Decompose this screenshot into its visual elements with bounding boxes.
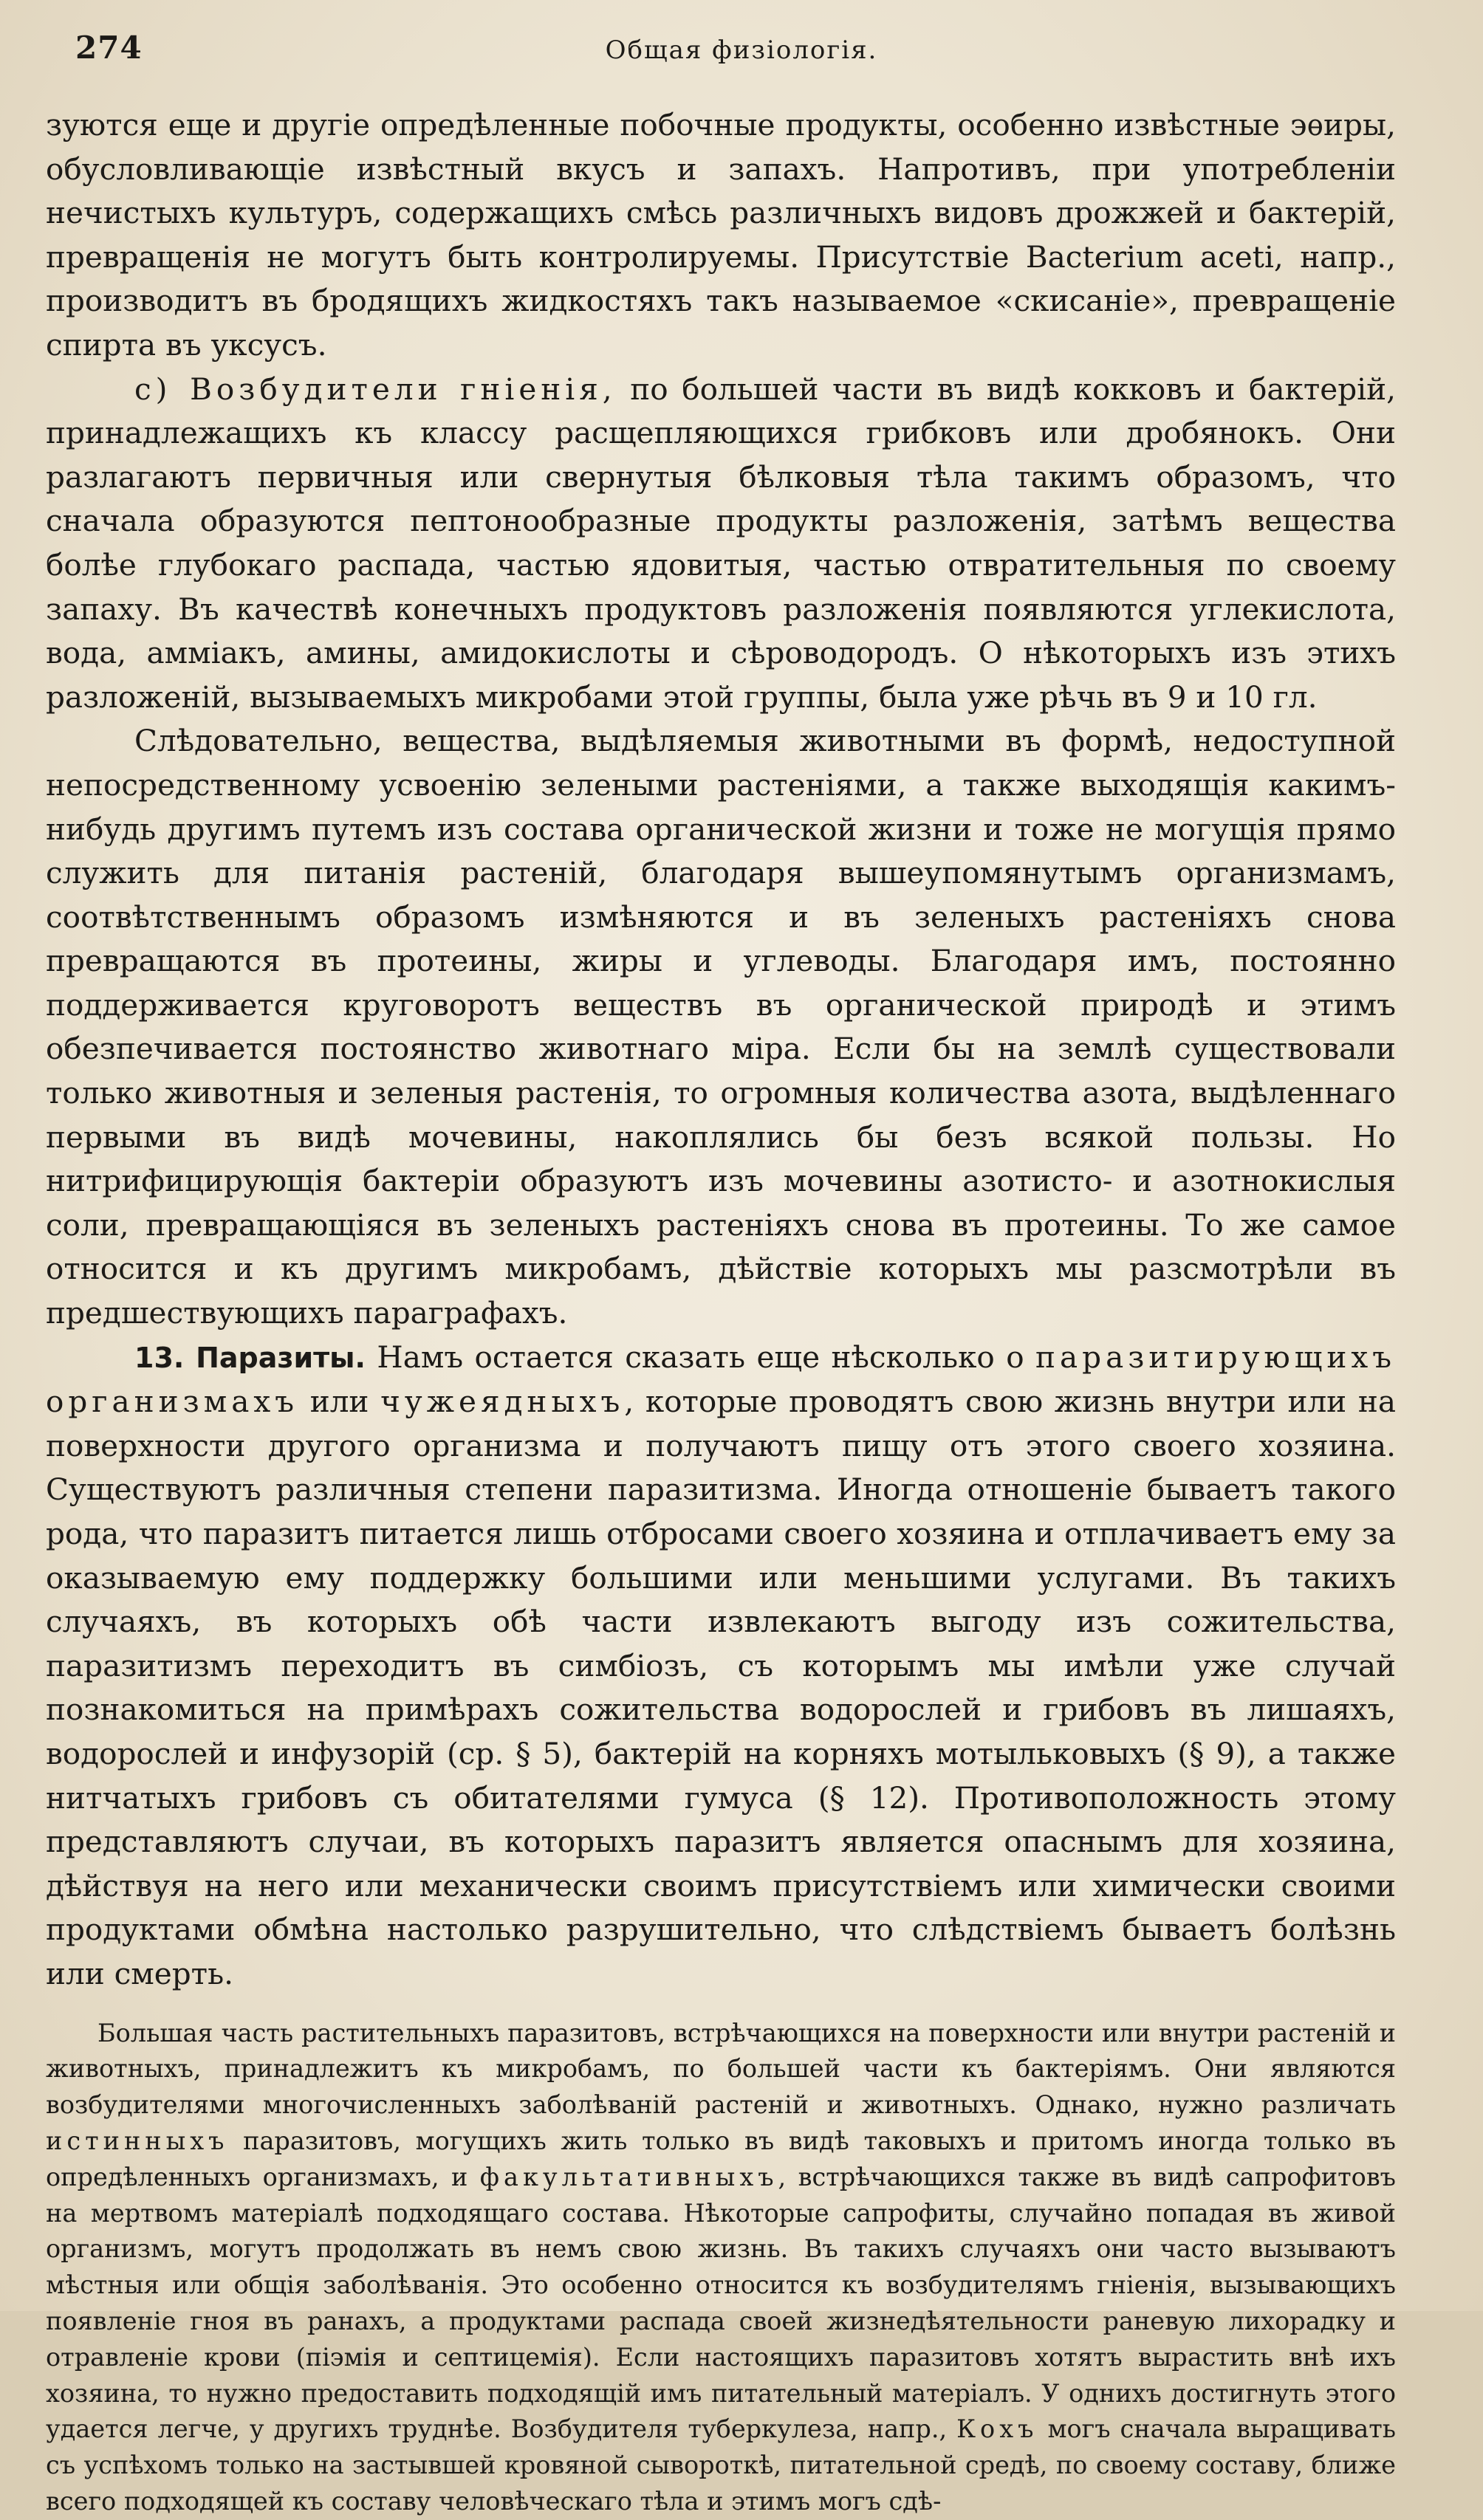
emphasis-parasites: чужеядныхъ bbox=[380, 1384, 625, 1420]
paragraph-continued: зуются еще и другiе опредѣленные побочные продукты, особенно извѣстные эѳиры, обусловливающiе извѣстный вкусъ и запахъ. Напротивъ, при употребленiи нечистыхъ культуръ, содержащихъ смѣсь различныхъ видовъ дрожжей и бактерiй, превращенiя не могутъ быть контролируемы. Присутствiе Bacterium aceti, напр., производитъ въ бродящихъ жидкостяхъ такъ называемое «скисанiе», превращенiе спирта въ уксусъ. bbox=[46, 107, 1396, 363]
putrefaction-label: с) Возбудители гнiенiя, bbox=[134, 371, 617, 407]
paragraph-putrefaction: с) Возбудители гнiенiя, по большей части въ видѣ кокковъ и бактерiй, принадлежащихъ къ классу расщепляющихся грибковъ или дробянокъ. Они разлагаютъ первичныя или свернутыя бѣлковыя тѣла такимъ образомъ, что сначала образуются пептонообразные продукты разложенiя, затѣмъ вещества болѣе глубокаго распада, частью ядовитыя, частью отвратительныя по своему запаху. Въ качествѣ конечныхъ продуктовъ разложенiя появляются углекислота, вода, амміакъ, амины, амидокислоты и сѣроводородъ. О нѣкоторыхъ изъ этихъ разложенiй, вызываемыхъ микробами этой группы, была уже рѣчь въ 9 и 10 гл. bbox=[46, 371, 1396, 715]
main-text bbox=[46, 103, 1396, 1997]
small-print-paragraph: Большая часть растительныхъ паразитовъ, встрѣчающихся на поверхности или внутри растенiй и животныхъ, принадлежитъ къ микробамъ, по большей части къ бактерiямъ. Они являются возбудителями многочисленныхъ заболѣванiй растенiй и животныхъ. Однако, нужно различать истинныхъ паразитовъ, могущихъ жить только въ видѣ таковыхъ и притомъ иногда только въ опредѣленныхъ организмахъ, и факультативныхъ, встрѣчающихся также въ видѣ сапрофитовъ на мертвомъ матерiалѣ подходящаго состава. Нѣкоторые сапрофиты, случайно попадая въ живой организмъ, могутъ продолжать въ немъ свою жизнь. Въ такихъ случаяхъ они часто вызываютъ мѣстныя или общiя заболѣванiя. Это особенно относится къ возбудителямъ гнiенiя, вызывающихъ появленiе гноя въ ранахъ, а продуктами распада своей жизнедѣятельности раневую лихорадку и отравленiе крови (пiэмiя и септицемiя). Если настоящихъ паразитовъ хотятъ вырастить внѣ ихъ хозяина, то нужно предоставить подходящiй имъ питательный матерiалъ. У однихъ достигнуть этого удается легче, у другихъ труднѣе. Возбудителя туберкулеза, напр., Кохъ могъ сначала выращивать съ успѣхомъ только на застывшей кровяной сывороткѣ, питательной средѣ, по своему составу, ближе всего подходящей къ составу человѣческаго тѣла и этимъ могъ сдѣ- bbox=[46, 2018, 1396, 2516]
paragraph-parasites: 13. Паразиты. Намъ остается сказать еще нѣсколько о паразитирующихъ организмахъ или чужеядныхъ, которые проводятъ свою жизнь внутри или на поверхности другого организма и получаютъ пищу отъ этого своего хозяина. Существуютъ различныя степени паразитизма. Иногда отношенiе бываетъ такого рода, что паразитъ питается лишь отбросами своего хозяина и отплачиваетъ ему за оказываемую ему поддержку большими или меньшими услугами. Въ такихъ случаяхъ, въ которыхъ обѣ части извлекаютъ выгоду изъ сожительства, паразитизмъ переходитъ въ симбiозъ, съ которымъ мы имѣли уже случай познакомиться на примѣрахъ сожительства водорослей и грибовъ въ лишаяхъ, водорослей и инфузорiй (ср. § 5), бактерiй на корняхъ мотыльковыхъ (§ 9), а также нитчатыхъ грибовъ съ обитателями гумуса (§ 12). Противоположность этому представляютъ случаи, въ которыхъ паразитъ является опаснымъ для хозяина, дѣйствуя на него или механически своимъ присутствiемъ или химически своими продуктами обмѣна настолько разрушительно, что слѣдствiемъ бываетъ болѣзнь или смерть. bbox=[46, 1339, 1396, 1991]
paragraph-consequently: Слѣдовательно, вещества, выдѣляемыя животными въ формѣ, недоступной непосредственному усвоенiю зелеными растенiями, а также выходящiя какимъ-нибудь другимъ путемъ изъ состава органической жизни и тоже не могущiя прямо служить для питанiя растенiй, благодаря вышеупомянутымъ организмамъ, соотвѣтственнымъ образомъ измѣняются и въ зеленыхъ растенiяхъ снова превращаются въ протеины, жиры и углеводы. Благодаря имъ, постоянно поддерживается круговоротъ веществъ въ органической природѣ и этимъ обезпечивается постоянство животнаго мiра. Если бы на землѣ существовали только животныя и зеленыя растенiя, то огромныя количества азота, выдѣленнаго первыми въ видѣ мочевины, накоплялись бы безъ всякой пользы. Но нитрифицирующiя бактерiи образуютъ изъ мочевины азотисто- и азотнокислыя соли, превращающiяся въ зеленыхъ растенiяхъ снова въ протеины. То же самое относится и къ другимъ микробамъ, дѣйствiе которыхъ мы разсмотрѣли въ предшествующихъ параграфахъ. bbox=[46, 723, 1396, 1331]
text-block bbox=[46, 103, 1396, 2520]
emphasis-true-parasites: истинныхъ bbox=[46, 2126, 229, 2155]
section-heading: 13. Паразиты. bbox=[134, 1341, 366, 1374]
page-number: 274 bbox=[75, 30, 143, 66]
emphasis-parasitic-organisms: паразитирующихъ организмахъ bbox=[46, 1339, 1396, 1420]
emphasis-koch: Кохъ bbox=[956, 2414, 1038, 2444]
running-title: Общая физiологiя. bbox=[605, 35, 878, 65]
emphasis-facultative: факультативныхъ bbox=[479, 2162, 778, 2191]
small-print-note bbox=[46, 2016, 1396, 2520]
running-head bbox=[0, 30, 1483, 74]
